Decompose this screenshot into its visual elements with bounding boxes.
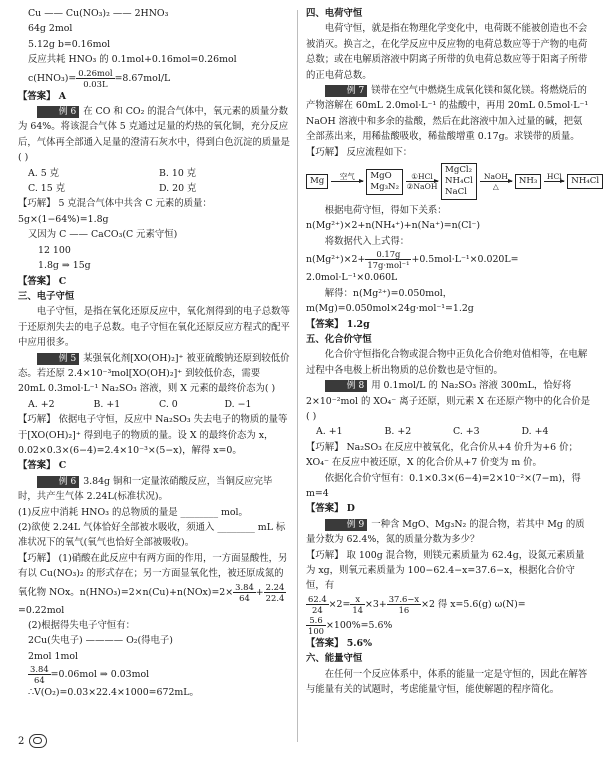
left-column (18, 6, 290, 701)
answer-line: 【答案】 A (18, 90, 67, 102)
solution-text: 【巧解】 反应流程如下： (306, 146, 413, 158)
example-8-question: 例 8 用 0.1mol/L 的 Na₂SO₃ 溶液 300mL，恰好将 2×10⁻²mol 的 XO₄⁻ 离子还原，则元素 X 在还原产物中的化合价是( ) (306, 380, 590, 422)
page-footer (18, 734, 47, 748)
section-text: 电子守恒，是指在氧化还原反应中，氧化剂得到的电子总数等于还原剂失去的电子总数。电子守恒在氧化还原反应方程式的配平中应用很多。 (18, 306, 290, 349)
section-text: 在任何一个反应体系中，体系的能量一定是守恒的，因此在解答与能量有关的试题时，考虑能量守恒，能使解题的程序简化。 (306, 668, 588, 696)
option-c: C. 15 克 (28, 183, 66, 195)
solution-text: 根据电荷守恒，得如下关系： (324, 205, 447, 217)
flow-box-oxides: MgO Mg₃N₂ (366, 169, 403, 195)
solution-text: (2)根据得失电子守恒有： (28, 620, 136, 632)
reaction-flow-diagram (306, 163, 600, 200)
text-line: 反应共耗 HNO₃ 的 0.1mol+0.16mol=0.26mol (28, 54, 237, 66)
option-b: B. 10 克 (159, 167, 197, 179)
example-6-question: 例 6 在 CO 和 CO₂ 的混合气体中，氧元素的质量分数为 64%。将该混合气体 5 克通过足量的灼热的氧化铜，充分反应后，气体再全部通入足量的澄清石灰水中，得到白色沉淀的质量是( ) (18, 106, 290, 164)
flow-arrow: HCl (544, 172, 564, 191)
fraction: $\frac{3.84}{64}$ (235, 581, 254, 603)
solution-text: 解得：n(Mg²⁺)=0.050mol，m(Mg)=0.050mol×24g·mol⁻¹=1.2g (306, 287, 474, 315)
solution-text: 【巧解】 依据电子守恒，反应中 Na₂SO₃ 失去电子的物质的量等于[XO(OH)₂]⁺ 得到电子的物质的量。设 X 的最终价态为 x，0.02×0.3×(6−4)=2.4×10⁻³×(5−x)，解得 x=0。 (18, 414, 288, 456)
option-d: D. +4 (521, 426, 549, 438)
equation-line: $\frac{62.4}{24}$ ×2= $\frac{x}{14}$ ×3+ $\frac{37.6-x}{16}$ ×2 得 x=5.6(g) ω(N)= (308, 593, 526, 615)
answer-line: 【答案】 5.6% (306, 637, 372, 649)
equation-line: n(Mg²⁺)×2+ $\frac{0.17g}{\text{17g·mol⁻¹}}$ +0.5mol·L⁻¹×0.020L= (306, 249, 519, 271)
option-d: D. −1 (224, 398, 252, 410)
example-tag: 例 7 (325, 85, 367, 97)
flow-box-nh4cl: NH₄Cl (567, 174, 603, 189)
publisher-logo-icon (29, 734, 47, 748)
fraction: $\frac{0.17g}{\text{17g·mol⁻¹}}$ (367, 249, 410, 271)
solution-text: 【巧解】 Na₂SO₃ 在反应中被氧化，化合价从+4 价升为+6 价；XO₄⁻ 在反应中被还原，X 的化合价从+7 价变为 m 价。 (306, 441, 578, 469)
flow-box-nh3: NH₃ (515, 174, 541, 189)
solution-text: 【巧解】 取 100g 混合物，则镁元素质量为 62.4g，设氮元素质量为 xg，则氧元素质量为 100−62.4−x=37.6−x，根据化合价守恒，有 (306, 549, 585, 592)
solution-text: 依据化合价守恒有：0.1×0.3×(6−4)=2×10⁻²×(7−m)，得 m=4 (306, 472, 581, 499)
equation-line: 64g 2mol (28, 23, 73, 35)
example-7-question: 例 7 镁带在空气中燃烧生成氧化镁和氮化镁。将燃烧后的产物溶解在 60mL 2.0mol·L⁻¹ 的盐酸中，再用 20mL 0.5mol·L⁻¹ NaOH 溶液中和多余的盐酸，然后在此溶液中加入过量的碱，把氨全部蒸出来，用稀盐酸吸收，稀盐酸增重 0.17g。求镁带的质量。 (306, 85, 589, 143)
answer-line: 【答案】 D (306, 503, 355, 515)
relation-line: 又因为 C —— CaCO₃(C 元素守恒) (28, 229, 178, 241)
relation-line: 2Cu(失电子) ———— O₂(得电子) (28, 635, 173, 647)
example-tag: 例 6 (37, 106, 79, 118)
relation-line: $\frac{3.84}{64}$ =0.06mol ⇒ 0.03mol (30, 664, 150, 686)
fraction: $\frac{37.6-x}{16}$ (388, 593, 420, 615)
relation-line: 12 100 (38, 244, 71, 256)
solution-text: 将数据代入上式得： (324, 235, 410, 247)
section-text: 化合价守恒指化合物或混合物中正负化合价绝对值相等，在电解过程中各电极上析出物质的总价数也是守恒的。 (306, 349, 588, 376)
options-row (18, 397, 290, 412)
fraction: $\frac{62.4}{24}$ (308, 593, 327, 615)
flow-arrow: ①HCl ②NaOH (406, 172, 438, 192)
option-b: B. +1 (93, 398, 121, 410)
column-divider (297, 10, 298, 742)
section-heading: 四、电荷守恒 (306, 8, 363, 19)
concentration-formula: c(HNO₃)= $\frac{\text{0.26mol}}{0.03L}$ =8.67mol/L (28, 67, 171, 89)
fraction: $\frac{x}{14}$ (352, 593, 364, 615)
fraction: $\frac{3.84}{64}$ (30, 664, 49, 686)
options-row (18, 181, 290, 196)
flow-box-mg: Mg (306, 174, 328, 189)
example-6b-question: 例 6 3.84g 铜和一定量浓硝酸反应，当铜反应完毕时，共产生气体 2.24L(标准状况)。 (18, 475, 273, 503)
flow-arrow: NaOH △ (480, 172, 512, 191)
answer-line: 【答案】 C (18, 460, 67, 472)
relation-line: 2mol 1mol (28, 650, 78, 662)
options-row (18, 166, 290, 181)
option-c: C. +3 (453, 426, 480, 438)
fraction: $\frac{2.24}{22.4}$ (265, 581, 285, 603)
option-b: B. +2 (384, 426, 412, 438)
equation-line: $\frac{5.6}{100}$ ×100%=5.6% (308, 614, 393, 636)
page-number: 2 (18, 735, 25, 747)
equation-line: Cu —— Cu(NO₃)₂ —— 2HNO₃ (28, 8, 169, 19)
option-a: A. +1 (316, 426, 343, 438)
answer-line: 【答案】 C (18, 275, 67, 287)
section-heading: 五、化合价守恒 (306, 333, 372, 345)
section-heading: 三、电子守恒 (18, 290, 75, 302)
fraction: $\frac{\text{0.26mol}}{0.03L}$ (78, 67, 113, 89)
example-9-question: 例 9 一种含 MgO、Mg₃N₂ 的混合物，若其中 Mg 的质量分数为 62.4%，氮的质量分数为多少？ (306, 518, 585, 546)
relation-line: ∴V(O₂)=0.03×22.4×1000=672mL。 (28, 687, 199, 699)
option-d: D. 20 克 (159, 183, 197, 195)
equation-line: n(Mg²⁺)×2+n(NH₄⁺)+n(Na⁺)=n(Cl⁻) (306, 220, 481, 232)
section-heading: 六、能量守恒 (306, 653, 363, 665)
example-tag: 例 8 (325, 380, 367, 392)
flow-box-solution: MgCl₂ NH₄Cl NaCl (441, 163, 477, 200)
option-a: A. 5 克 (28, 167, 60, 179)
flow-arrow: 空气 (331, 172, 363, 191)
question-part-2: (2)欲使 2.24L 气体恰好全部被水吸收，须通入 ________ mL 标准状况下的氧气(氧气也恰好全部被吸收)。 (18, 522, 286, 549)
relation-line: 1.8g ⇒ 15g (38, 260, 91, 272)
equation-line: 2.0mol·L⁻¹×0.060L (306, 272, 398, 284)
right-column (306, 6, 600, 697)
option-c: C. 0 (159, 398, 178, 410)
example-5-question: 例 5 某强氧化剂[XO(OH)₂]⁺ 被亚硫酸钠还原到较低价态。若还原 2.4×10⁻³mol[XO(OH)₂]⁺ 到较低价态，需要 20mL 0.3mol·L⁻¹ Na₂SO₃ 溶液，则 X 元素的最终价态为( ) (18, 352, 290, 395)
options-row (306, 424, 590, 439)
answer-line: 【答案】 1.2g (306, 318, 370, 330)
solution-text: 【巧解】 (1)硝酸在此反应中有两方面的作用，一方面显酸性，另有以 Cu(NO₃)₂ 的形式存在；另一方面显氧化性，被还原成氮的氧化物 NOx。n(HNO₃)=2×n(Cu)+n(NOx)=2× $\frac{3.84}{64}$ + $\frac{2.24}{22.4}$ =0.22mol (18, 552, 288, 616)
option-a: A. +2 (28, 398, 55, 410)
solution-text: 【巧解】 5 克混合气体中共含 C 元素的质量：5g×(1−64%)=1.8g (18, 198, 212, 225)
example-tag: 例 5 (37, 353, 79, 365)
equation-line: 5.12g b=0.16mol (28, 38, 111, 50)
example-tag: 例 9 (325, 519, 367, 531)
example-tag: 例 6 (37, 476, 79, 488)
section-text: 电荷守恒，就是指在物理化学变化中，电荷既不能被创造也不会被消灭。换言之，在化学反应中反应物的电荷总数应等于产物的电荷总数；或在电解质溶液中阴离子所带的负电荷总数应等于阳离子所带的正电荷总数。 (306, 23, 588, 81)
fraction: $\frac{5.6}{100}$ (308, 614, 324, 636)
question-part-1: (1)反应中消耗 HNO₃ 的总物质的量是 ________ mol。 (18, 506, 248, 518)
